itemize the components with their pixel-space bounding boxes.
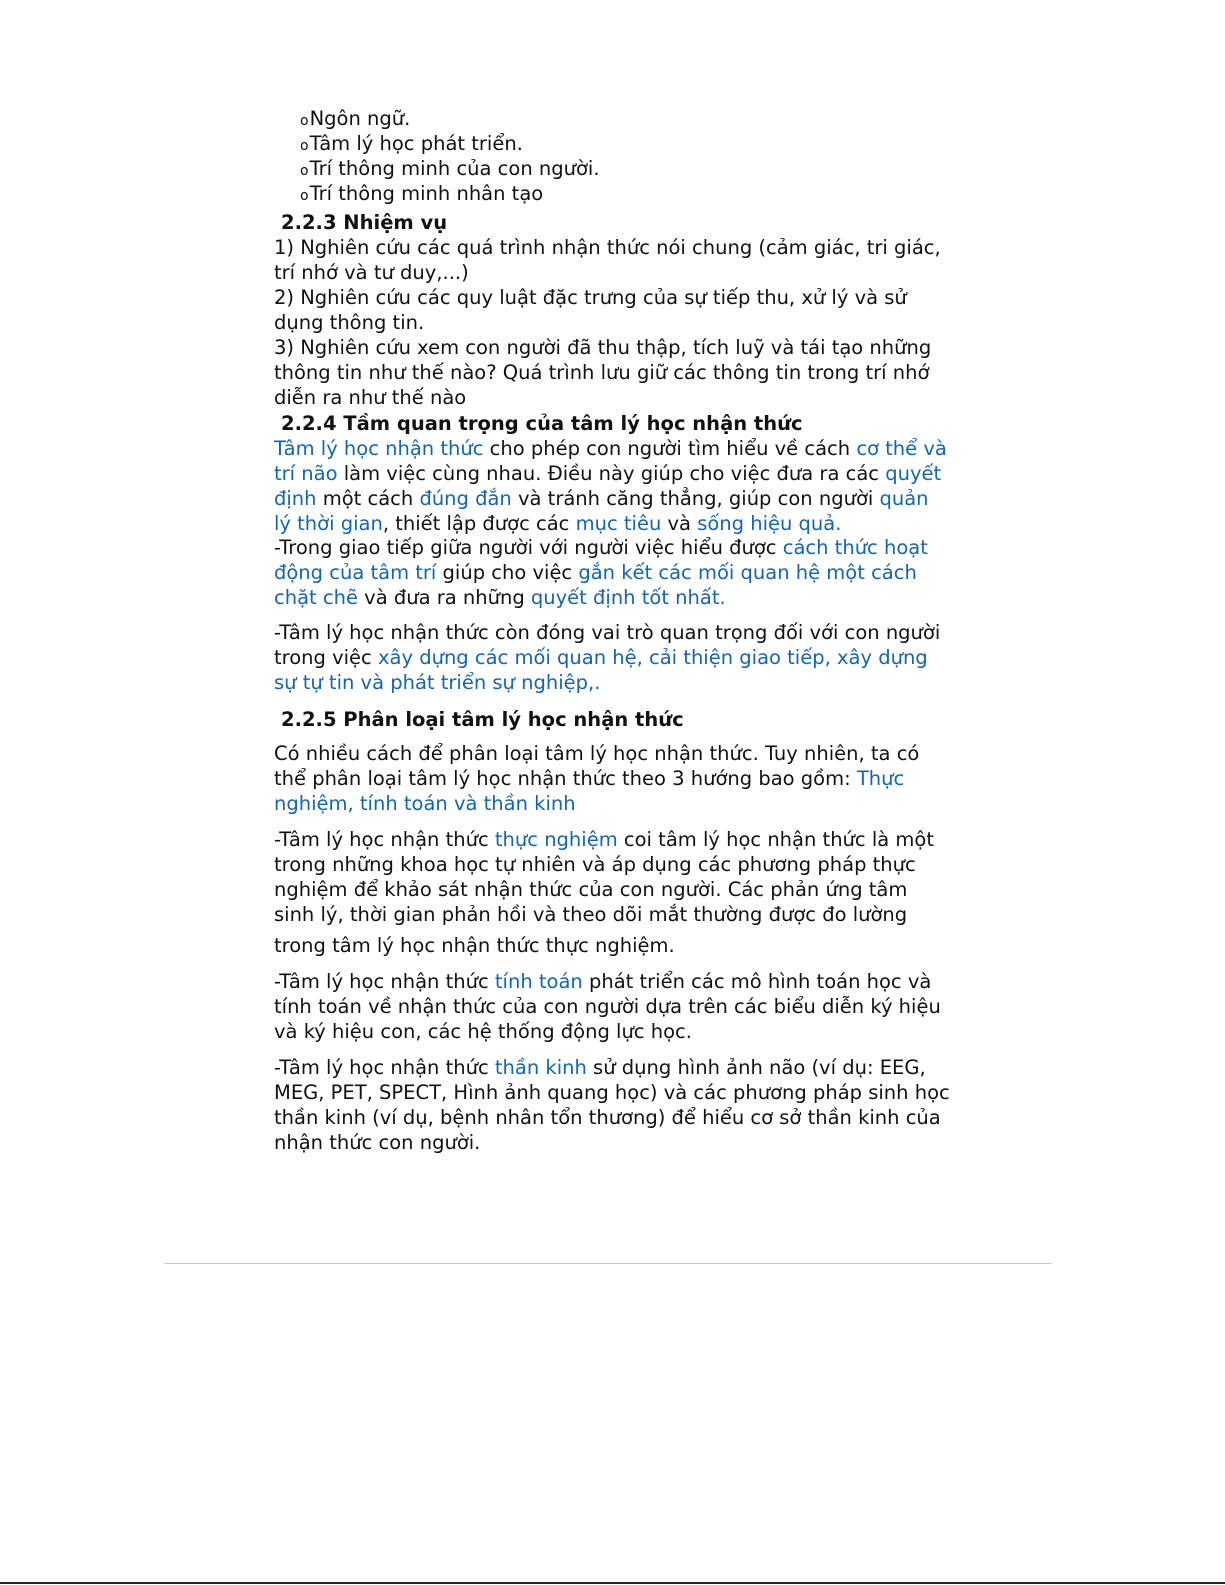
text-run: sử dụng hình ảnh não (ví dụ: EEG, — [586, 1056, 926, 1079]
bullet-item — [300, 131, 523, 159]
bullet-text: Ngôn ngữ. — [309, 107, 411, 130]
highlight-link: quản — [879, 487, 929, 510]
text-line: diễn ra như thế nào — [274, 386, 467, 409]
text-run: làm việc cùng nhau. Điều này giúp cho việc đưa ra các — [337, 462, 886, 485]
classification-paragraph-2 — [274, 827, 974, 958]
highlight-link: sống hiệu quả. — [697, 512, 842, 535]
text-run: -Trong giao tiếp giữa người với người việc hiểu được — [274, 536, 783, 559]
text-line: và ký hiệu con, các hệ thống động lực học. — [274, 1020, 692, 1043]
text-run: coi tâm lý học nhận thức là một — [617, 828, 934, 851]
text-line: thông tin như thế nào? Quá trình lưu giữ các thông tin trong trí nhớ — [274, 361, 930, 384]
highlight-link: đúng đắn — [419, 487, 512, 510]
text-line: trí nhớ và tư duy,...) — [274, 261, 469, 284]
bullet-mark: o — [300, 138, 309, 154]
text-line: thần kinh (ví dụ, bệnh nhân tổn thương) để hiểu cơ sở thần kinh của — [274, 1106, 941, 1129]
text-run: -Tâm lý học nhận thức — [274, 1056, 495, 1079]
tasks-list — [274, 235, 974, 410]
bullet-item — [300, 181, 543, 209]
section-heading-2-2-5: 2.2.5 Phân loại tâm lý học nhận thức — [281, 708, 684, 731]
text-run: một cách — [316, 487, 420, 510]
bullet-mark: o — [300, 113, 309, 129]
text-line: 1) Nghiên cứu các quá trình nhận thức nói chung (cảm giác, tri giác, — [274, 236, 941, 259]
section-heading-2-2-4: 2.2.4 Tầm quan trọng của tâm lý học nhận thức — [281, 412, 803, 435]
highlight-link: quyết — [885, 462, 942, 485]
bullet-item — [300, 156, 600, 184]
highlight-link: động của tâm trí — [274, 561, 437, 584]
bullet-text: Tâm lý học phát triển. — [309, 132, 523, 155]
highlight-link: nghiệm, tính toán và thần kinh — [274, 792, 576, 815]
classification-paragraph-3 — [274, 969, 974, 1044]
highlight-link: chặt chẽ — [274, 586, 358, 609]
text-line: Có nhiều cách để phân loại tâm lý học nhận thức. Tuy nhiên, ta có — [274, 742, 920, 765]
text-run: , thiết lập được các — [382, 512, 576, 535]
text-run: trong việc — [274, 646, 378, 669]
highlight-link: thực nghiệm — [494, 828, 618, 851]
bullet-text: Trí thông minh của con người. — [309, 157, 600, 180]
text-run: phát triển các mô hình toán học và — [582, 970, 932, 993]
text-line: dụng thông tin. — [274, 311, 425, 334]
page-bottom-border — [0, 1582, 1225, 1584]
text-run: và đưa ra những — [357, 586, 531, 609]
classification-paragraph-1 — [274, 741, 974, 816]
text-line: trong tâm lý học nhận thức thực nghiệm. — [274, 934, 675, 957]
bullet-mark: o — [300, 188, 309, 204]
highlight-link: gắn kết các mối quan hệ một cách — [578, 561, 917, 584]
highlight-link: lý thời gian — [274, 512, 383, 535]
text-line: 3) Nghiên cứu xem con người đã thu thập, tích luỹ và tái tạo những — [274, 336, 932, 359]
highlight-link: thần kinh — [494, 1056, 587, 1079]
bullet-text: Trí thông minh nhân tạo — [309, 182, 544, 205]
highlight-link: trí não — [274, 462, 338, 485]
highlight-link: cách thức hoạt — [782, 536, 928, 559]
text-line: MEG, PET, SPECT, Hình ảnh quang học) và các phương pháp sinh học — [274, 1081, 950, 1104]
text-line: sinh lý, thời gian phản hồi và theo dõi mắt thường được đo lường — [274, 903, 908, 926]
importance-paragraph-3 — [274, 620, 974, 695]
text-line: nghiệm để khảo sát nhận thức của con người. Các phản ứng tâm — [274, 878, 908, 901]
importance-paragraph-1 — [274, 436, 974, 536]
text-run: và tránh căng thẳng, giúp con người — [511, 487, 880, 510]
bullet-item — [300, 106, 410, 134]
bullet-mark: o — [300, 163, 309, 179]
page-divider — [164, 1263, 1052, 1264]
highlight-link: sự tự tin và phát triển sự nghiệp,. — [274, 671, 601, 694]
highlight-link: cơ thể và — [856, 437, 947, 460]
highlight-link: mục tiêu — [575, 512, 662, 535]
classification-paragraph-4 — [274, 1055, 974, 1155]
text-line: -Tâm lý học nhận thức còn đóng vai trò quan trọng đối với con người — [274, 621, 941, 644]
highlight-link: định — [274, 487, 317, 510]
text-run: -Tâm lý học nhận thức — [274, 970, 495, 993]
text-run: thể phân loại tâm lý học nhận thức theo 3 hướng bao gồm: — [274, 767, 857, 790]
highlight-link: Thực — [856, 767, 905, 790]
text-line: nhận thức con người. — [274, 1131, 481, 1154]
text-run: cho phép con người tìm hiểu về cách — [483, 437, 857, 460]
highlight-link: quyết định tốt nhất. — [530, 586, 726, 609]
highlight-link: xây dựng các mối quan hệ, cải thiện giao tiếp, xây dựng — [377, 646, 928, 669]
importance-paragraph-2 — [274, 535, 974, 610]
highlight-link: tính toán — [494, 970, 583, 993]
highlight-link: Tâm lý học nhận thức — [274, 437, 484, 460]
text-line: 2) Nghiên cứu các quy luật đặc trưng của sự tiếp thu, xử lý và sử — [274, 286, 907, 309]
text-run: giúp cho việc — [436, 561, 579, 584]
section-heading-2-2-3: 2.2.3 Nhiệm vụ — [281, 211, 448, 234]
text-line: tính toán về nhận thức của con người dựa trên các biểu diễn ký hiệu — [274, 995, 941, 1018]
text-run: -Tâm lý học nhận thức — [274, 828, 495, 851]
text-line: trong những khoa học tự nhiên và áp dụng các phương pháp thực — [274, 853, 916, 876]
text-run: và — [661, 512, 698, 535]
